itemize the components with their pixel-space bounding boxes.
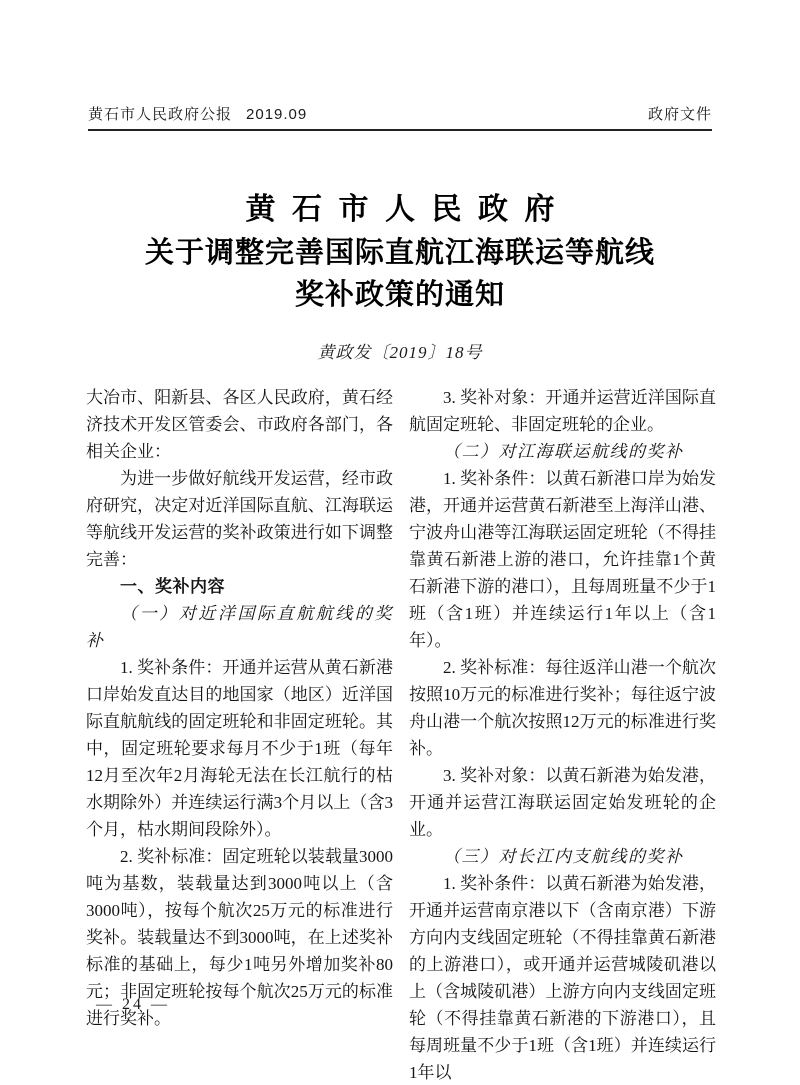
paragraph-condition-3: 1. 奖补条件：以黄石新港为始发港，开通并运营南京港以下（含南京港）下游方向内支线固定班轮（不得挂靠黄石新港的上游港口），或开通并运营城陵矶港以上（含城陵矶港）上游方向内支线固定班轮（不得挂靠黄石新港的下游港口），且每周班量不少于1班（含1班）并连续运行1年以 — [409, 874, 716, 1082]
doc-type-label: 政府文件 — [647, 106, 712, 123]
salutation-paragraph: 大冶市、阳新县、各区人民政府，黄石经济技术开发区管委会、市政府各部门，各相关企业： — [86, 388, 393, 461]
document-title-subject-line2: 奖补政策的通知 — [294, 279, 505, 311]
subsection-heading-2: （二）对江海联运航线的奖补 — [443, 442, 684, 461]
gazette-title-and-issue — [88, 103, 307, 124]
document-title-subject-line1: 关于调整完善国际直航江海联运等航线 — [144, 237, 655, 269]
subsection-heading-3: （三）对长江内支航线的奖补 — [443, 847, 684, 866]
gazette-issue: 2019.09 — [246, 106, 308, 123]
title-block — [0, 188, 800, 363]
paragraph-target-2: 3. 奖补对象：以黄石新港为始发港，开通并运营江海联运固定始发班轮的企业。 — [409, 766, 716, 839]
right-column — [409, 384, 716, 1085]
subsection-heading-1: （一）对近洋国际直航航线的奖补 — [86, 604, 393, 650]
header-rule — [88, 129, 712, 131]
intro-paragraph: 为进一步做好航线开发运营，经市政府研究，决定对近洋国际直航、江海联运等航线开发运营的奖补政策进行如下调整完善： — [86, 469, 393, 569]
left-column — [86, 384, 393, 1085]
body-columns — [86, 384, 716, 1085]
paragraph-condition-1: 1. 奖补条件：开通并运营从黄石新港口岸始发直达目的地国家（地区）近洋国际直航航线的固定班轮和非固定班轮。其中，固定班轮要求每月不少于1班（每年12月至次年2月海轮无法在长江航行的枯水期除外）并连续运行满3个月以上（含3个月，枯水期间段除外）。 — [86, 658, 393, 839]
page-number: — 24 — — [96, 996, 170, 1013]
paragraph-standard-2: 2. 奖补标准：每往返洋山港一个航次按照10万元的标准进行奖补；每往返宁波舟山港一个航次按照12万元的标准进行奖补。 — [409, 658, 716, 758]
document-number: 黄政发〔2019〕18号 — [317, 343, 483, 362]
section-heading-1: 一、奖补内容 — [120, 577, 225, 596]
paragraph-standard-1: 2. 奖补标准：固定班轮以装载量3000吨为基数，装载量达到3000吨以上（含3000吨），按每个航次25万元的标准进行奖补。装载量达不到3000吨，在上述奖补标准的基础上，每少1吨另外增加奖补80元；非固定班轮按每个航次25万元的标准进行奖补。 — [86, 847, 393, 1028]
paragraph-target-1: 3. 奖补对象：开通并运营近洋国际直航固定班轮、非固定班轮的企业。 — [409, 388, 716, 434]
document-title-org: 黄石市人民政府 — [245, 193, 571, 226]
gazette-title: 黄石市人民政府公报 — [88, 106, 233, 123]
running-header — [88, 103, 712, 124]
paragraph-condition-2: 1. 奖补条件：以黄石新港口岸为始发港，开通并运营黄石新港至上海洋山港、宁波舟山港等江海联运固定班轮（不得挂靠黄石新港上游的港口，允许挂靠1个黄石新港下游的港口），且每周班量不少于1班（含1班）并连续运行1年以上（含1年）。 — [409, 469, 716, 650]
